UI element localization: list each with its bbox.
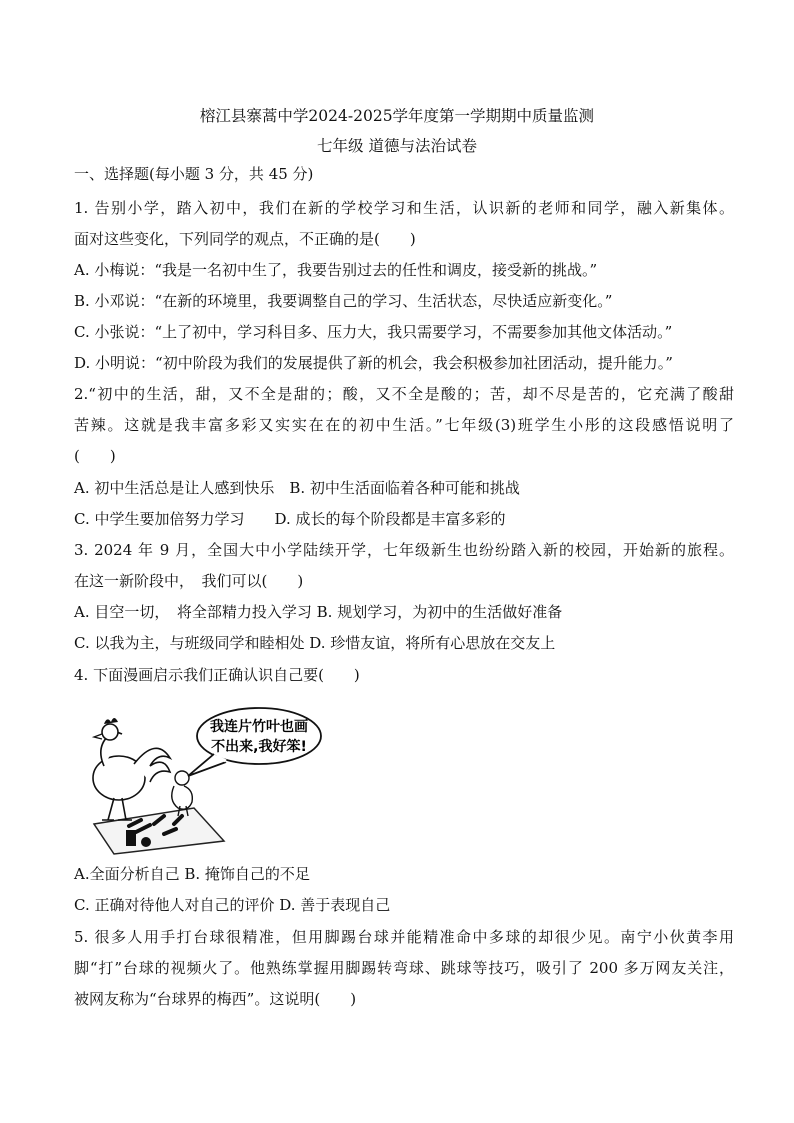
section-heading: 一、选择题(每小题 3 分，共 45 分) xyxy=(74,165,314,183)
q1-option-a: A. 小梅说：“我是一名初中生了，我要告别过去的任性和调皮，接受新的挑战。” xyxy=(74,261,598,279)
exam-subtitle: 七年级 道德与法治试卷 xyxy=(317,137,477,155)
q1-option-d: D. 小明说：“初中阶段为我们的发展提供了新的机会，我会积极参加社团活动，提升能力。” xyxy=(74,354,673,372)
q1-stem-line2: 面对这些变化，下列同学的观点，不正确的是( ) xyxy=(74,230,416,248)
q2-stem-line2: 苦辣。这就是我丰富多彩又实实在在的初中生活。”七年级(3)班学生小彤的这段感悟说明了 xyxy=(74,416,734,434)
q3-options-ab: A. 目空一切， 将全部精力投入学习 B. 规划学习，为初中的生活做好准备 xyxy=(74,603,563,621)
q5-stem-line3: 被网友称为“台球界的梅西”。这说明( ) xyxy=(74,990,357,1008)
q3-options-cd: C. 以我为主，与班级同学和睦相处 D. 珍惜友谊，将所有心思放在交友上 xyxy=(74,634,556,652)
q4-stem: 4. 下面漫画启示我们正确认识自己要( ) xyxy=(74,666,360,684)
q1-option-b: B. 小邓说：“在新的环境里，我要调整自己的学习、生活状态，尽快适应新变化。” xyxy=(74,292,613,310)
q3-stem-line1: 3. 2024 年 9 月，全国大中小学陆续开学，七年级新生也纷纷踏入新的校园，开始新的旅程。 xyxy=(74,541,734,559)
q2-options-cd: C. 中学生要加倍努力学习 D. 成长的每个阶段都是丰富多彩的 xyxy=(74,510,506,528)
cartoon-illustration xyxy=(74,706,324,856)
q3-stem-line2: 在这一新阶段中， 我们可以( ) xyxy=(74,572,304,590)
q4-options-ab: A.全面分析自己 B. 掩饰自己的不足 xyxy=(74,865,310,883)
q2-options-ab: A. 初中生活总是让人感到快乐 B. 初中生活面临着各种可能和挑战 xyxy=(74,479,520,497)
q2-stem-line1: 2.“初中的生活，甜，又不全是甜的；酸，又不全是酸的；苦，却不尽是苦的，它充满了酸甜 xyxy=(74,385,734,403)
q5-stem-line1: 5. 很多人用手打台球很精准，但用脚踢台球并能精准命中多球的却很少见。南宁小伙黄李用 xyxy=(74,928,734,946)
q1-option-c: C. 小张说：“上了初中，学习科目多、压力大，我只需要学习，不需要参加其他文体活动。” xyxy=(74,323,673,341)
bubble-text-line2: 不出来,我好笨! xyxy=(211,739,307,755)
q5-stem-line2: 脚“打”台球的视频火了。他熟练掌握用脚踢转弯球、跳球等技巧，吸引了 200 多万网友关注， xyxy=(74,959,734,977)
bubble-text-line1: 我连片竹叶也画 xyxy=(210,719,308,735)
q1-stem-line1: 1. 告别小学，踏入初中，我们在新的学校学习和生活，认识新的老师和同学，融入新集体。 xyxy=(74,199,734,217)
q4-options-cd: C. 正确对待他人对自己的评价 D. 善于表现自己 xyxy=(74,896,391,914)
exam-title: 榕江县寨蒿中学2024-2025学年度第一学期期中质量监测 xyxy=(199,107,595,125)
q2-stem-line3: ( ) xyxy=(74,447,116,465)
